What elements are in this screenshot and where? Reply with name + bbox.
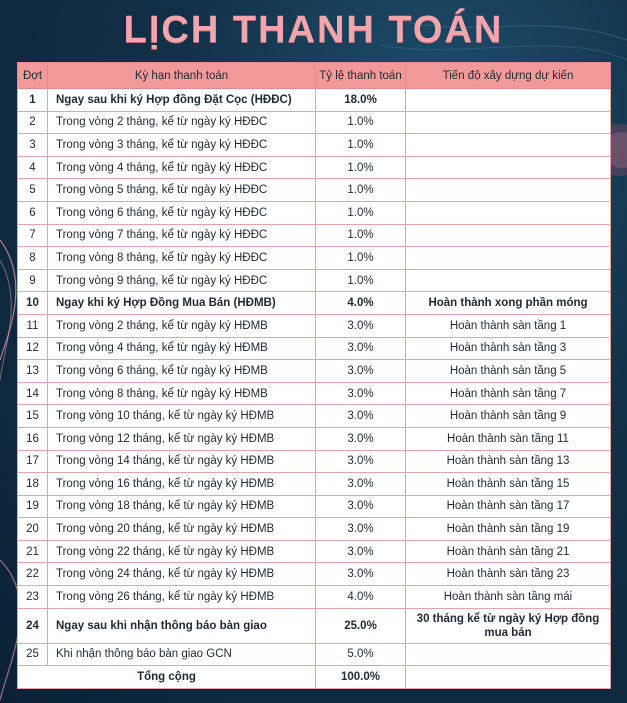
table-row	[18, 495, 611, 518]
table-row	[18, 360, 611, 383]
installment-cell: 25	[18, 643, 48, 666]
progress-cell: Hoàn thành xong phần móng	[406, 292, 611, 315]
installment-cell: 8	[18, 247, 48, 270]
rate-cell: 4.0%	[316, 292, 406, 315]
progress-cell: Hoàn thành sàn tầng 13	[406, 450, 611, 473]
table-row	[18, 179, 611, 202]
rate-cell: 1.0%	[316, 269, 406, 292]
term-cell: Trong vòng 20 tháng, kể từ ngày ký HĐMB	[48, 518, 316, 541]
term-cell: Trong vòng 24 tháng, kể từ ngày ký HĐMB	[48, 563, 316, 586]
table-row	[18, 156, 611, 179]
installment-cell: 17	[18, 450, 48, 473]
table-row	[18, 473, 611, 496]
table-row	[18, 201, 611, 224]
table-row	[18, 540, 611, 563]
term-cell: Trong vòng 16 tháng, kể từ ngày ký HĐMB	[48, 473, 316, 496]
term-cell: Ngay khi ký Hợp Đồng Mua Bán (HĐMB)	[48, 292, 316, 315]
progress-cell: Hoàn thành sàn tầng 21	[406, 540, 611, 563]
total-progress-cell	[406, 666, 611, 689]
installment-cell: 10	[18, 292, 48, 315]
rate-cell: 3.0%	[316, 405, 406, 428]
rate-cell: 1.0%	[316, 247, 406, 270]
progress-cell	[406, 111, 611, 134]
progress-cell: Hoàn thành sàn tầng 11	[406, 427, 611, 450]
total-rate: 100.0%	[316, 666, 406, 689]
rate-cell: 3.0%	[316, 563, 406, 586]
progress-cell: Hoàn thành sàn tầng 3	[406, 337, 611, 360]
progress-cell	[406, 224, 611, 247]
table-row	[18, 111, 611, 134]
rate-cell: 1.0%	[316, 134, 406, 157]
progress-cell: Hoàn thành sàn tầng 15	[406, 473, 611, 496]
rate-cell: 3.0%	[316, 473, 406, 496]
progress-cell	[406, 643, 611, 666]
installment-cell: 16	[18, 427, 48, 450]
installment-cell: 4	[18, 156, 48, 179]
rate-cell: 3.0%	[316, 382, 406, 405]
term-cell: Trong vòng 2 tháng, kể từ ngày ký HĐĐC	[48, 111, 316, 134]
progress-cell	[406, 89, 611, 112]
term-cell: Khi nhận thông báo bàn giao GCN	[48, 643, 316, 666]
total-label: Tổng cộng	[18, 666, 316, 689]
rate-cell: 3.0%	[316, 518, 406, 541]
term-cell: Trong vòng 7 tháng, kể từ ngày ký HĐĐC	[48, 224, 316, 247]
term-cell: Trong vòng 4 tháng, kể từ ngày ký HĐMB	[48, 337, 316, 360]
term-cell: Trong vòng 26 tháng, kể từ ngày ký HĐMB	[48, 586, 316, 609]
rate-cell: 3.0%	[316, 360, 406, 383]
progress-cell: Hoàn thành sàn tầng 9	[406, 405, 611, 428]
installment-cell: 19	[18, 495, 48, 518]
table-header-row	[18, 63, 611, 89]
term-cell: Trong vòng 12 tháng, kể từ ngày ký HĐMB	[48, 427, 316, 450]
rate-cell: 3.0%	[316, 337, 406, 360]
installment-cell: 18	[18, 473, 48, 496]
installment-cell: 1	[18, 89, 48, 112]
installment-cell: 13	[18, 360, 48, 383]
installment-cell: 15	[18, 405, 48, 428]
installment-cell: 3	[18, 134, 48, 157]
progress-cell	[406, 201, 611, 224]
table-row	[18, 292, 611, 315]
progress-cell	[406, 247, 611, 270]
table-row	[18, 405, 611, 428]
installment-cell: 14	[18, 382, 48, 405]
term-cell: Trong vòng 2 tháng, kể từ ngày ký HĐMB	[48, 314, 316, 337]
table-row	[18, 382, 611, 405]
table-row	[18, 224, 611, 247]
progress-cell: Hoàn thành sàn tầng 17	[406, 495, 611, 518]
term-cell: Trong vòng 6 tháng, kể từ ngày ký HĐMB	[48, 360, 316, 383]
progress-cell: Hoàn thành sàn tầng 1	[406, 314, 611, 337]
table-row	[18, 643, 611, 666]
rate-cell: 3.0%	[316, 450, 406, 473]
term-cell: Trong vòng 22 tháng, kể từ ngày ký HĐMB	[48, 540, 316, 563]
table-row	[18, 134, 611, 157]
term-cell: Trong vòng 10 tháng, kể từ ngày ký HĐMB	[48, 405, 316, 428]
total-row	[18, 666, 611, 689]
term-cell: Ngay sau khi nhận thông báo bàn giao	[48, 608, 316, 643]
header-rate: Tỷ lệ thanh toán	[316, 63, 406, 89]
table-row	[18, 518, 611, 541]
rate-cell: 1.0%	[316, 179, 406, 202]
term-cell: Trong vòng 14 tháng, kể từ ngày ký HĐMB	[48, 450, 316, 473]
term-cell: Trong vòng 5 tháng, kể từ ngày ký HĐĐC	[48, 179, 316, 202]
header-installment: Đợt	[18, 63, 48, 89]
table-row	[18, 608, 611, 643]
installment-cell: 23	[18, 586, 48, 609]
rate-cell: 4.0%	[316, 586, 406, 609]
progress-cell: Hoàn thành sàn tầng 7	[406, 382, 611, 405]
header-term: Kỳ hạn thanh toán	[48, 63, 316, 89]
installment-cell: 12	[18, 337, 48, 360]
table-row	[18, 337, 611, 360]
table-row	[18, 269, 611, 292]
term-cell: Trong vòng 8 tháng, kể từ ngày ký HĐMB	[48, 382, 316, 405]
progress-cell: Hoàn thành sàn tầng 19	[406, 518, 611, 541]
rate-cell: 5.0%	[316, 643, 406, 666]
table-row	[18, 247, 611, 270]
installment-cell: 9	[18, 269, 48, 292]
rate-cell: 1.0%	[316, 201, 406, 224]
header-progress: Tiến độ xây dựng dự kiến	[406, 63, 611, 89]
rate-cell: 3.0%	[316, 540, 406, 563]
progress-cell: Hoàn thành sàn tầng 23	[406, 563, 611, 586]
progress-cell: 30 tháng kể từ ngày ký Hợp đồng mua bán	[406, 608, 611, 643]
progress-cell	[406, 179, 611, 202]
installment-cell: 22	[18, 563, 48, 586]
installment-cell: 7	[18, 224, 48, 247]
term-cell: Ngay sau khi ký Hợp đồng Đặt Cọc (HĐĐC)	[48, 89, 316, 112]
installment-cell: 2	[18, 111, 48, 134]
term-cell: Trong vòng 9 tháng, kể từ ngày ký HĐĐC	[48, 269, 316, 292]
term-cell: Trong vòng 8 tháng, kể từ ngày ký HĐĐC	[48, 247, 316, 270]
progress-cell	[406, 156, 611, 179]
page-title: LỊCH THANH TOÁN	[123, 9, 504, 51]
installment-cell: 21	[18, 540, 48, 563]
table-row	[18, 586, 611, 609]
installment-cell: 24	[18, 608, 48, 643]
table-row	[18, 427, 611, 450]
rate-cell: 3.0%	[316, 427, 406, 450]
table-row	[18, 89, 611, 112]
table-row	[18, 563, 611, 586]
installment-cell: 5	[18, 179, 48, 202]
progress-cell: Hoàn thành sàn tầng 5	[406, 360, 611, 383]
installment-cell: 20	[18, 518, 48, 541]
term-cell: Trong vòng 3 tháng, kể từ ngày ký HĐĐC	[48, 134, 316, 157]
rate-cell: 1.0%	[316, 156, 406, 179]
installment-cell: 11	[18, 314, 48, 337]
term-cell: Trong vòng 6 tháng, kể từ ngày ký HĐĐC	[48, 201, 316, 224]
rate-cell: 1.0%	[316, 111, 406, 134]
rate-cell: 1.0%	[316, 224, 406, 247]
payment-schedule-table	[17, 62, 610, 689]
term-cell: Trong vòng 4 tháng, kể từ ngày ký HĐĐC	[48, 156, 316, 179]
rate-cell: 3.0%	[316, 495, 406, 518]
installment-cell: 6	[18, 201, 48, 224]
rate-cell: 25.0%	[316, 608, 406, 643]
table-row	[18, 314, 611, 337]
progress-cell	[406, 269, 611, 292]
progress-cell	[406, 134, 611, 157]
progress-cell: Hoàn thành sàn tầng mái	[406, 586, 611, 609]
table-row	[18, 450, 611, 473]
term-cell: Trong vòng 18 tháng, kể từ ngày ký HĐMB	[48, 495, 316, 518]
rate-cell: 3.0%	[316, 314, 406, 337]
rate-cell: 18.0%	[316, 89, 406, 112]
